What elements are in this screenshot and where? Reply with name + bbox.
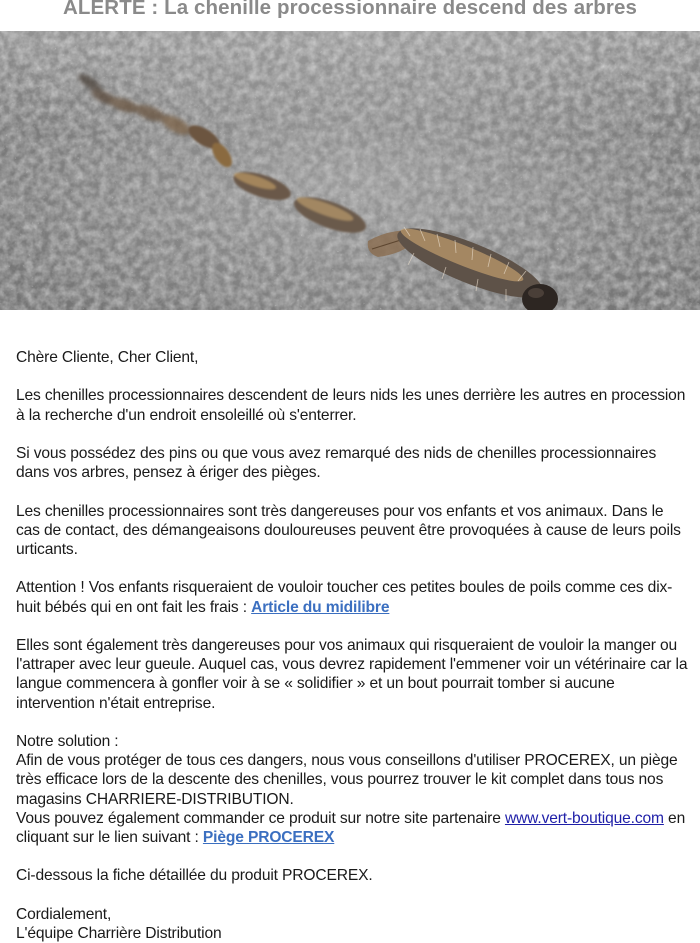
- signature: L'équipe Charrière Distribution: [16, 924, 222, 942]
- solution-heading: Notre solution :: [16, 732, 119, 750]
- greeting: Chère Cliente, Cher Client,: [16, 349, 199, 366]
- paragraph-children: [16, 578, 688, 616]
- children-text: Attention ! Vos enfants risqueraient de vouloir toucher ces petites boules de poils comme ces dix-huit bébés qui en ont fait les frais :: [16, 579, 673, 616]
- paragraph-traps: Si vous possédez des pins ou que vous avez remarqué des nids de chenilles processionnaires dans vos arbres, pensez à ériger des pièges.: [16, 444, 657, 482]
- closing: Cordialement,: [16, 905, 112, 923]
- caterpillar-photo: [0, 31, 700, 310]
- product-sheet-note: Ci-dessous la fiche détaillée du produit PROCEREX.: [16, 867, 373, 885]
- paragraph-danger: Les chenilles processionnaires sont très dangereuses pour vos enfants et vos animaux. Dans le cas de contact, des démangeaisons douloureuses peuvent être provoquées à cause de leurs poils urticants.: [16, 502, 681, 558]
- solution-text: Afin de vous protéger de tous ces dangers, nous vous conseillons d'utiliser PROCEREX, un piège très efficace lors de la descente des chenilles, vous pourrez trouver le kit complet dans tous nos magasins CHARRIERE-DISTRIBUTION.: [16, 752, 678, 808]
- order-paragraph: [16, 809, 688, 847]
- order-text-2: en cliquant sur le lien suivant :: [16, 809, 686, 846]
- paragraph-procession: Les chenilles processionnaires descendent de leurs nids les unes derrière les autres en procession à la recherche d'un endroit ensoleillé où s'enterrer.: [16, 387, 686, 424]
- procerex-trap-link[interactable]: Piège PROCEREX: [202, 828, 335, 846]
- paragraph-animals: Elles sont également très dangereuses pour vos animaux qui risqueraient de vouloir la manger ou l'attraper avec leur gueule. Auquel cas, vous devrez rapidement l'emmener voir un vétérinaire car la langue commencera à gonfler voir à se « solidifier » et un bout pourrait tomber si aucune intervention n'était entreprise.: [16, 636, 688, 712]
- midilibre-article-link[interactable]: Article du midilibre: [251, 598, 390, 616]
- order-text-1: Vous pouvez également commander ce produit sur notre site partenaire: [16, 809, 505, 827]
- page-title: ALERTE : La chenille processionnaire descend des arbres: [63, 0, 637, 19]
- email-body: [16, 348, 688, 943]
- vert-boutique-link[interactable]: www.vert-boutique.com: [504, 809, 664, 827]
